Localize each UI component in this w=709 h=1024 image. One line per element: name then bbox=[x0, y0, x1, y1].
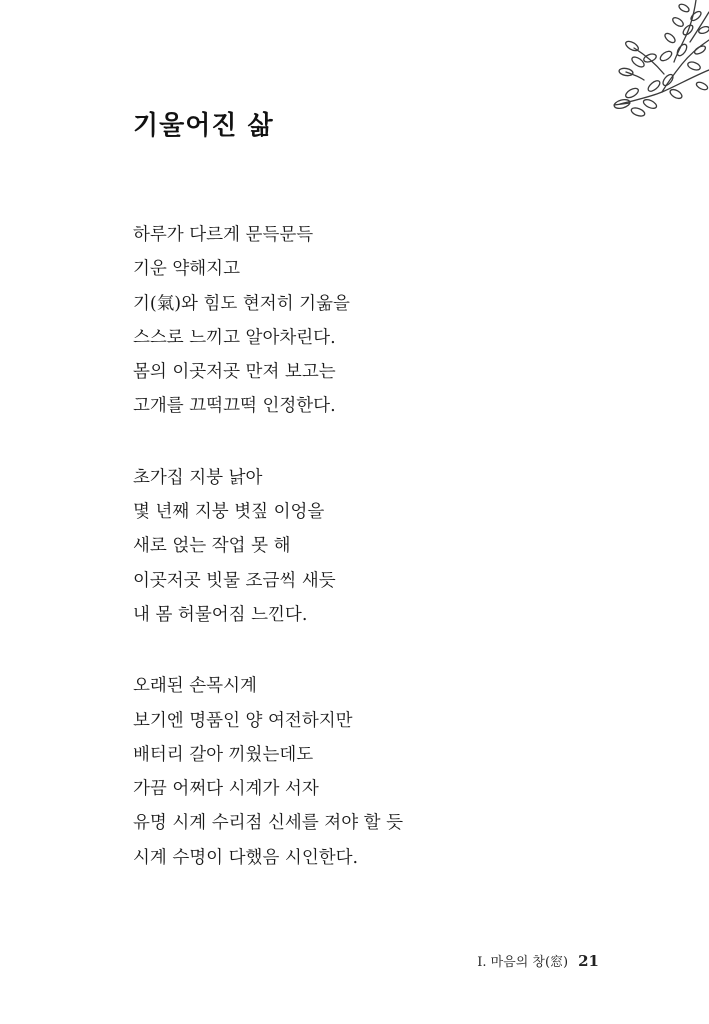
poem-body bbox=[133, 218, 603, 912]
poem-line: 가끔 어쩌다 시계가 서자 bbox=[133, 779, 319, 800]
poem-line: 스스로 느끼고 알아차린다. bbox=[133, 327, 336, 348]
poem-line: 내 몸 허물어짐 느낀다. bbox=[133, 604, 308, 625]
poem-line: 몇 년째 지붕 볏짚 이엉을 bbox=[133, 502, 325, 523]
poem-line: 몸의 이곳저곳 만져 보고는 bbox=[133, 362, 336, 383]
poem-line: 기(氣)와 힘도 현저히 기욺을 bbox=[133, 293, 350, 314]
stanza bbox=[133, 461, 603, 632]
poem-line: 오래된 손목시계 bbox=[133, 676, 257, 697]
running-footer bbox=[477, 950, 599, 974]
stanza bbox=[133, 218, 603, 424]
poem-line: 이곳저곳 빗물 조금씩 새듯 bbox=[133, 570, 336, 591]
poem-line: 초가집 지붕 낡아 bbox=[133, 467, 263, 488]
poem-line: 시계 수명이 다했음 시인한다. bbox=[133, 847, 359, 868]
page-number: 21 bbox=[578, 952, 599, 970]
chapter-label: Ⅰ. 마음의 창(窓) bbox=[477, 955, 569, 970]
poem-line: 새로 얹는 작업 못 해 bbox=[133, 536, 291, 557]
poem-line: 유명 시계 수리점 신세를 져야 할 듯 bbox=[133, 813, 404, 834]
poem-line: 하루가 다르게 문득문득 bbox=[133, 225, 314, 245]
stanza bbox=[133, 669, 603, 875]
poem-line: 보기엔 명품인 양 여전하지만 bbox=[133, 710, 353, 731]
poem-title: 기울어진 삶 bbox=[133, 111, 274, 141]
poem-line: 배터리 갈아 끼웠는데도 bbox=[133, 744, 314, 765]
poem-line: 기운 약해지고 bbox=[133, 259, 240, 280]
leafy-branch-icon bbox=[604, 0, 709, 128]
poem-line: 고개를 끄떡끄떡 인정한다. bbox=[133, 396, 336, 417]
